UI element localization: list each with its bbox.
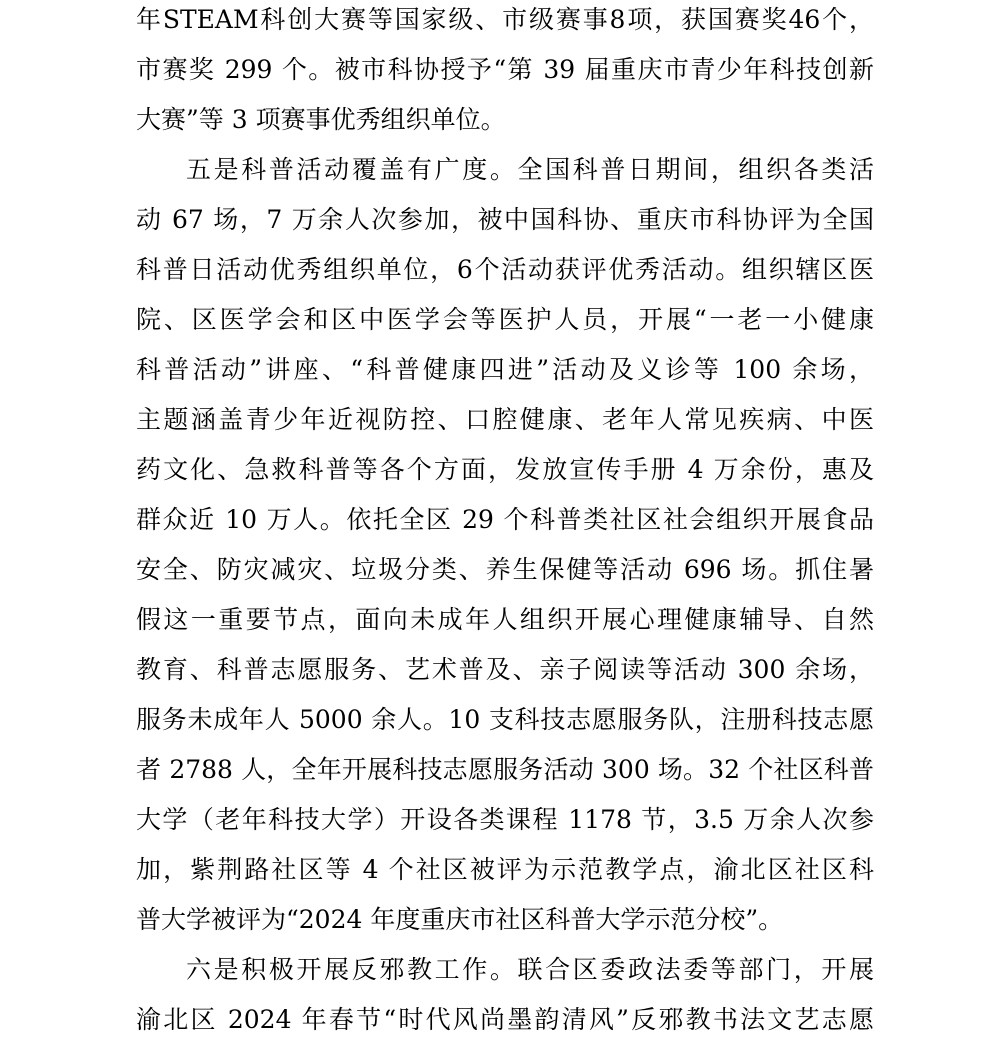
text-line: 安全、防灾减灾、垃圾分类、养生保健等活动 696 场。抓住暑 [136, 555, 874, 584]
text-line: 服务未成年人 5000 余人。10 支科技志愿服务队，注册科技志愿 [136, 705, 874, 734]
text-line: 普大学被评为“2024 年度重庆市社区科普大学示范分校”。 [136, 905, 784, 934]
text-line: 院、区医学会和区中医学会等医护人员，开展“一老一小健康 [136, 305, 874, 334]
text-line: 主题涵盖青少年近视防控、口腔健康、老年人常见疾病、中医 [136, 405, 874, 434]
text-line: 市赛奖 299 个。被市科协授予“第 39 届重庆市青少年科技创新 [136, 55, 874, 84]
text-line: 年STEAM科创大赛等国家级、市级赛事8项，获国赛奖46个， [136, 5, 874, 34]
text-line: 动 67 场，7 万余人次参加，被中国科协、重庆市科协评为全国 [136, 205, 874, 234]
text-line: 渝北区 2024 年春节“时代风尚墨韵清风”反邪教书法文艺志愿 [136, 1005, 874, 1034]
text-line: 加，紫荆路社区等 4 个社区被评为示范教学点，渝北区社区科 [136, 855, 874, 884]
text-line: 大赛”等 3 项赛事优秀组织单位。 [136, 105, 506, 134]
text-line: 者 2788 人，全年开展科技志愿服务活动 300 场。32 个社区科普 [136, 755, 874, 784]
text-line: 五是科普活动覆盖有广度。全国科普日期间，组织各类活 [186, 155, 874, 184]
text-line: 药文化、急救科普等各个方面，发放宣传手册 4 万余份，惠及 [136, 455, 874, 484]
text-line: 科普活动”讲座、“科普健康四进”活动及义诊等 100 余场， [136, 355, 874, 384]
text-line: 六是积极开展反邪教工作。联合区委政法委等部门，开展 [186, 955, 874, 984]
text-line: 大学（老年科技大学）开设各类课程 1178 节，3.5 万余人次参 [136, 805, 874, 834]
text-line: 假这一重要节点，面向未成年人组织开展心理健康辅导、自然 [136, 605, 874, 634]
text-line: 教育、科普志愿服务、艺术普及、亲子阅读等活动 300 余场， [136, 655, 874, 684]
text-line: 群众近 10 万人。依托全区 29 个科普类社区社会组织开展食品 [136, 505, 874, 534]
text-line: 科普日活动优秀组织单位，6个活动获评优秀活动。组织辖区医 [136, 255, 874, 284]
